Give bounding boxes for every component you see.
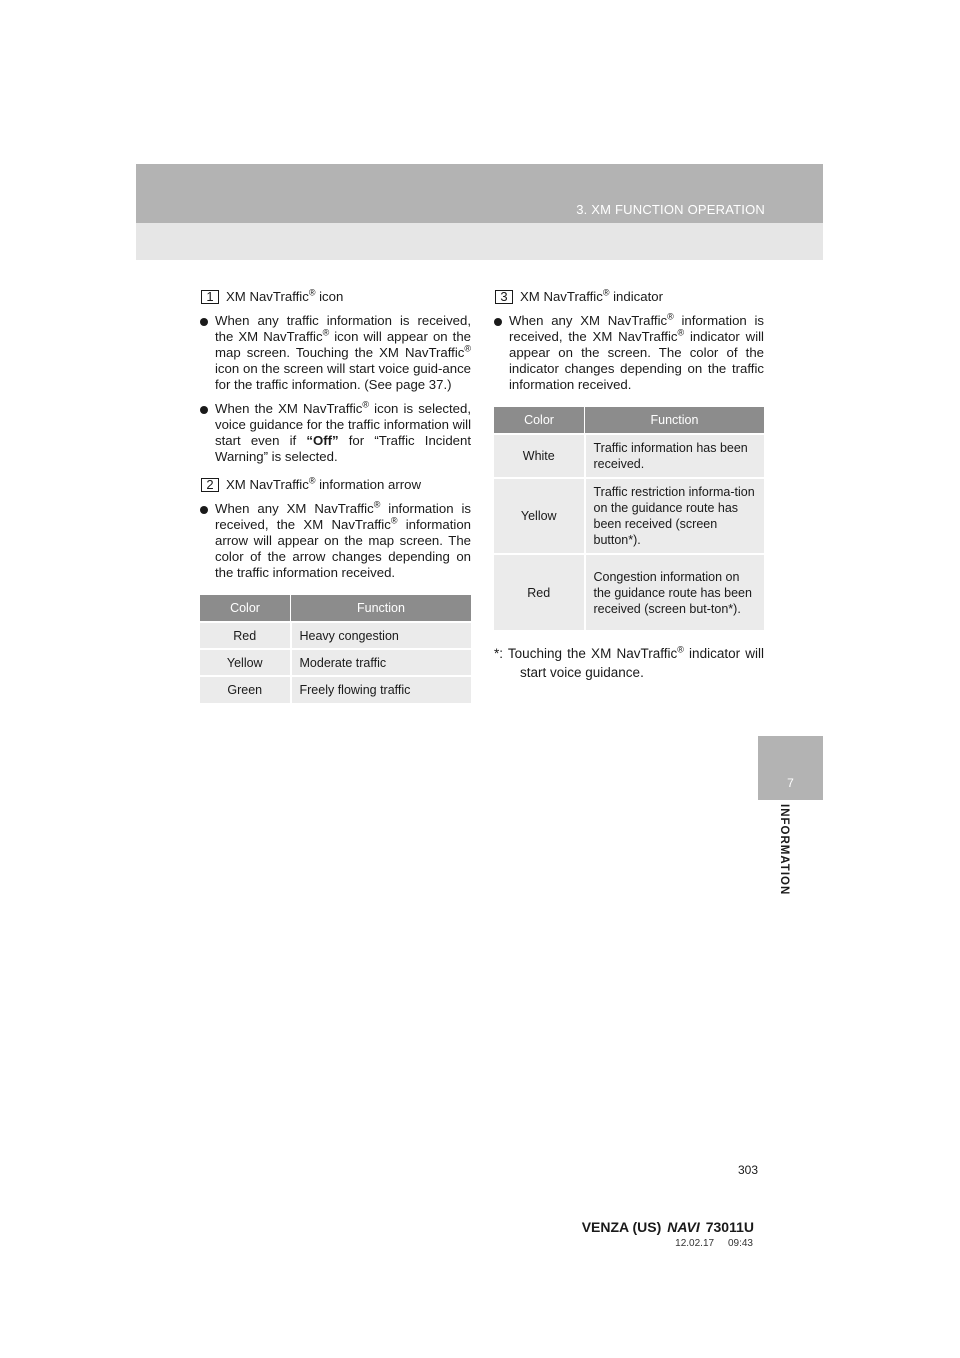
header-band — [136, 164, 823, 223]
table-header-color: Color — [494, 407, 585, 434]
table-row: White Traffic information has been received. — [494, 434, 764, 478]
chapter-number: 7 — [787, 776, 794, 790]
left-column — [200, 287, 471, 703]
section-number-box: 1 — [201, 290, 219, 304]
model-identifier: VENZA (US) NAVI 73011U — [581, 1219, 754, 1235]
footnote: *: Touching the XM NavTraffic® indicator will start voice guidance. — [494, 644, 764, 680]
indicator-color-table — [494, 407, 764, 630]
page-number: 303 — [738, 1163, 759, 1177]
bullet-icon — [200, 318, 208, 326]
bullet-icon — [494, 318, 502, 326]
chapter-label: INFORMATION — [778, 804, 790, 896]
arrow-color-table — [200, 595, 471, 703]
table-row: Yellow Moderate traffic — [200, 649, 471, 676]
table-row: Green Freely flowing traffic — [200, 676, 471, 703]
table-header-function: Function — [291, 595, 472, 622]
bullet-icon — [200, 506, 208, 514]
bullet-icon — [200, 406, 208, 414]
table-row: Yellow Traffic restriction informa-tion on the guidance route has been received (screen button*). — [494, 478, 764, 554]
section-2-title: XM NavTraffic® information arrow — [226, 475, 421, 492]
bullet-paragraph: When the XM NavTraffic® icon is selected, voice guidance for the traffic information will start even if “Off” for “Traffic Incident Warning” is selected. — [200, 401, 471, 465]
section-number-box: 2 — [201, 478, 219, 492]
section-1-title: XM NavTraffic® icon — [226, 287, 344, 304]
print-timestamp: 12.02.17 09:43 — [675, 1238, 753, 1249]
table-header-color: Color — [200, 595, 291, 622]
section-2-heading — [200, 475, 471, 495]
section-3-heading — [494, 287, 764, 307]
table-row: Red Congestion information on the guidance route has been received (screen but-ton*). — [494, 554, 764, 630]
section-3-title: XM NavTraffic® indicator — [520, 287, 663, 304]
header-subband — [136, 223, 823, 260]
section-title: 3. XM FUNCTION OPERATION — [576, 202, 765, 217]
bullet-paragraph: When any XM NavTraffic® information is received, the XM NavTraffic® indicator will appear on the screen. The color of the indicator changes depending on the traffic information received. — [494, 313, 764, 393]
section-1-heading — [200, 287, 471, 307]
table-header-function: Function — [585, 407, 765, 434]
table-row: Red Heavy congestion — [200, 622, 471, 649]
bullet-paragraph: When any XM NavTraffic® information is received, the XM NavTraffic® information arrow will appear on the map screen. The color of the arrow changes depending on the traffic information received. — [200, 501, 471, 581]
chapter-tab — [758, 736, 823, 800]
right-column — [494, 287, 764, 682]
bullet-paragraph: When any traffic information is received, the XM NavTraffic® icon will appear on the map screen. Touching the XM NavTraffic® icon on the screen will start voice guid-ance for the traffic information. (See page 37.) — [200, 313, 471, 393]
section-number-box: 3 — [495, 290, 513, 304]
